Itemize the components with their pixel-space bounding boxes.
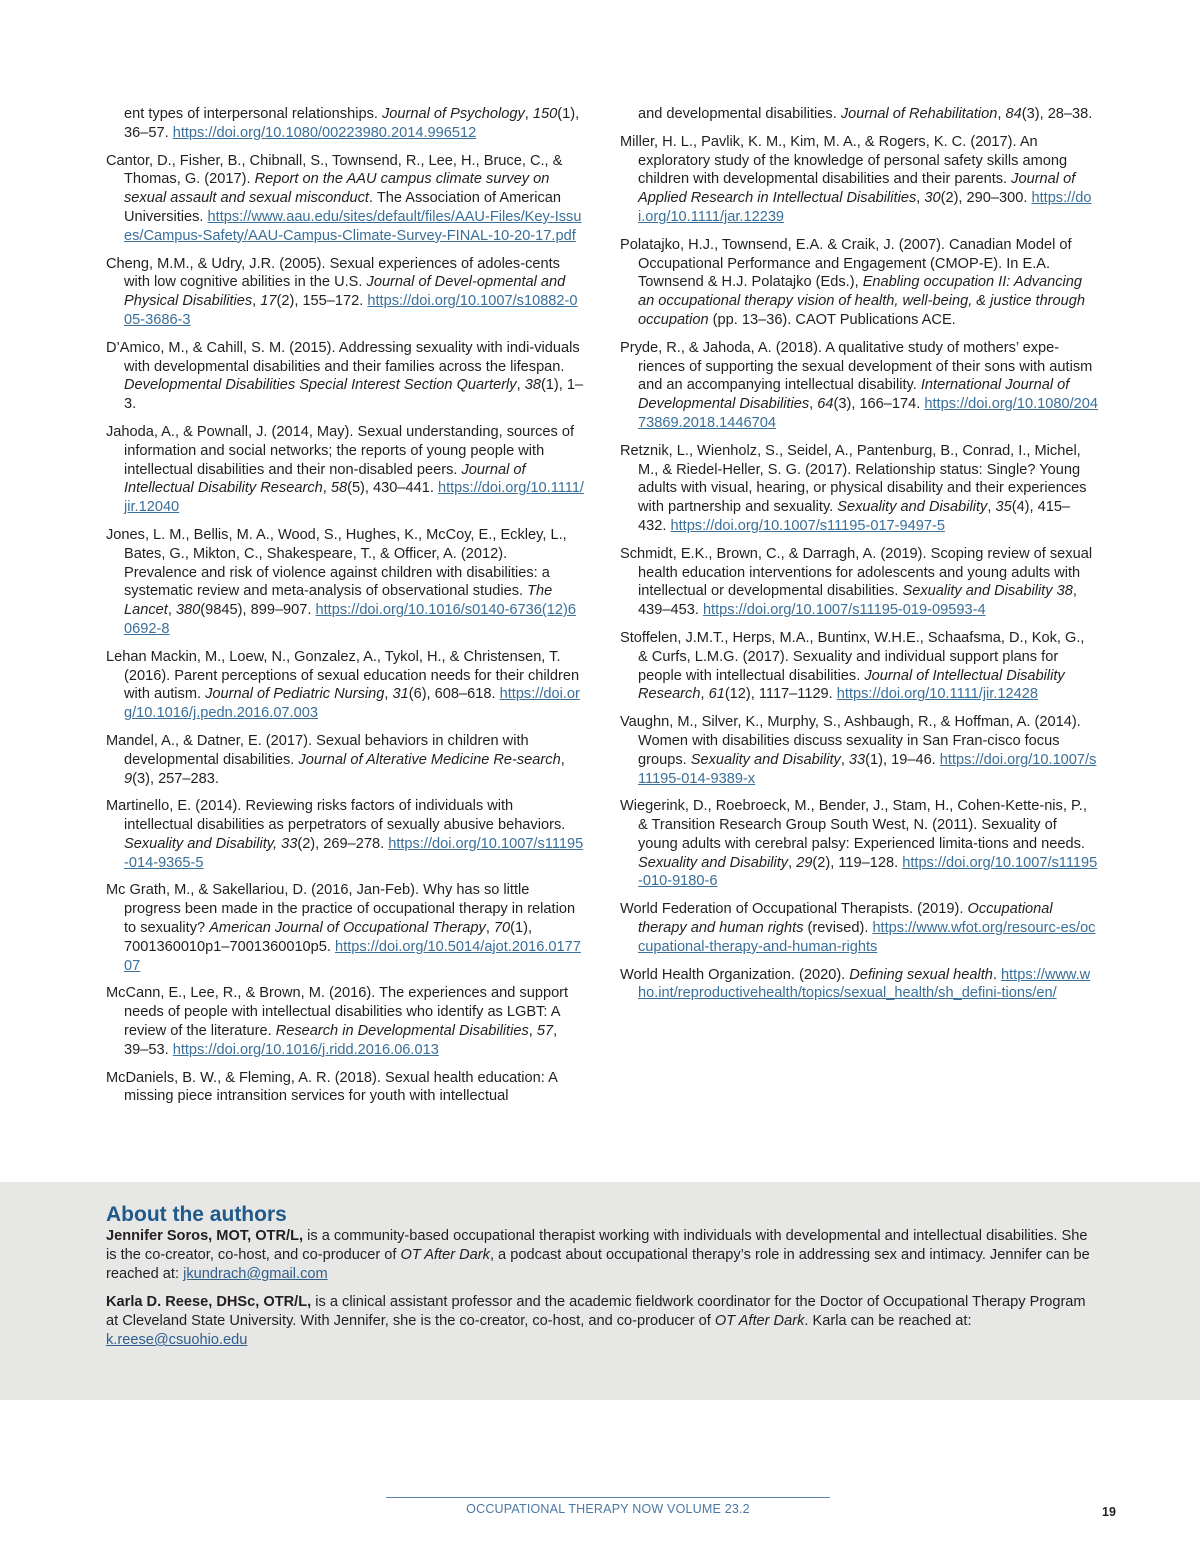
reference-text: Mandel, A., & Datner, E. (2017). Sexual behaviors in children with developmental disabilities. xyxy=(106,732,529,768)
footer-publication: OCCUPATIONAL THERAPY NOW VOLUME 23.2 xyxy=(466,1502,750,1516)
reference-text: , xyxy=(916,190,925,207)
reference-text: Schmidt, E.K., Brown, C., & Darragh, A. (2019). Scoping review of sexual health education interventions for adolescents and young adults with intellectual or developmental disabilities. xyxy=(620,545,1093,600)
reference-entry xyxy=(106,105,584,143)
italic-text: 38 xyxy=(524,377,541,394)
italic-text: 150 xyxy=(532,106,558,122)
reference-text: Polatajko, H.J., Townsend, E.A. & Craik, J. (2007). Canadian Model of Occupational Performance and Engagement (CMOP-E). In E.A. Townsend & H.J. Polatajko (Eds.), xyxy=(620,236,1072,291)
reference-text: , xyxy=(322,480,331,497)
reference-text: ent types of interpersonal relationships. xyxy=(124,106,382,122)
reference-entry xyxy=(106,984,584,1059)
italic-text: Report on the AAU campus climate survey on sexual assault and sexual misconduct xyxy=(124,171,550,207)
reference-text: , xyxy=(524,106,533,122)
italic-text: OT After Dark xyxy=(714,1313,805,1329)
reference-link[interactable]: https://doi.org/10.1016/s0140-6736(12)60692-8 xyxy=(124,602,576,637)
italic-text: 31 xyxy=(392,686,409,703)
italic-text: Developmental Disabilities Special Interest Section Quarterly xyxy=(124,377,517,394)
reference-text: , xyxy=(700,686,709,703)
reference-text: , xyxy=(809,396,818,413)
reference-text: , xyxy=(516,377,525,394)
reference-text: (1), 36–57. xyxy=(124,106,580,141)
reference-entry xyxy=(106,797,584,872)
reference-text: McCann, E., Lee, R., & Brown, M. (2016). The experiences and support needs of people with intellectual disabilities who identify as LGBT: A review of the literature. xyxy=(106,985,569,1040)
author-bio xyxy=(106,1227,1100,1284)
author-name: Karla D. Reese, DHSc, OTR/L, xyxy=(106,1294,312,1310)
reference-link[interactable]: https://doi.org/10.1080/20473869.2018.1446704 xyxy=(638,396,1099,431)
reference-text: , xyxy=(528,1023,537,1040)
italic-text: 29 xyxy=(796,854,813,871)
reference-link[interactable]: https://doi.org/10.1007/s11195-019-09593-4 xyxy=(702,602,986,619)
reference-text: (pp. 13–36). CAOT Publications ACE. xyxy=(708,311,956,328)
reference-text: McDaniels, B. W., & Fleming, A. R. (2018). Sexual health education: A missing piece intransition services for youth with intellectual xyxy=(106,1069,558,1105)
reference-text: (9845), 899–907. xyxy=(200,602,316,619)
reference-text: , xyxy=(560,751,565,768)
reference-text: (4), 415–432. xyxy=(638,499,1071,534)
italic-text: Journal of Alterative Medicine Re-search xyxy=(298,751,561,768)
reference-text: (1), 1–3. xyxy=(124,377,584,413)
reference-link[interactable]: https://doi.org/10.1016/j.ridd.2016.06.013 xyxy=(172,1041,439,1058)
reference-text: , xyxy=(788,854,797,871)
italic-text: 35 xyxy=(995,499,1012,516)
italic-text: 57 xyxy=(536,1023,554,1040)
reference-entry xyxy=(106,526,584,639)
reference-link[interactable]: https://www.wfot.org/resourc-es/occupational-therapy-and-human-rights xyxy=(638,920,1096,955)
italic-text: 84 xyxy=(1005,106,1022,122)
reference-text: (5), 430–441. xyxy=(347,480,438,497)
italic-text: OT After Dark xyxy=(400,1247,490,1263)
references-right-column xyxy=(620,105,1098,1012)
italic-text: 61 xyxy=(708,686,725,703)
reference-text: Mc Grath, M., & Sakellariou, D. (2016, Jan-Feb). Why has so little progress been made in the practice of occupational therapy in relation to sexuality? xyxy=(106,882,576,937)
reference-text: . xyxy=(992,966,1002,983)
reference-text: Stoffelen, J.M.T., Herps, M.A., Buntinx, W.H.E., Schaafsma, D., Kok, G., & Curfs, L.M.G. (2017). Sexuality and individual support plans for people with intellectual disabilities. xyxy=(620,629,1085,684)
italic-text: Journal of Rehabilitation xyxy=(840,106,998,122)
reference-link[interactable]: https://doi.org/10.1111/jir.12040 xyxy=(124,480,584,516)
reference-text: (1), 7001360010p1–7001360010p5. xyxy=(124,920,533,955)
reference-entry xyxy=(106,881,584,975)
reference-text: is a community-based occupational therapist working with individuals with developmental and intellectual disabilities. She is the co-creator, co-host, and co-producer of xyxy=(106,1228,1088,1263)
about-authors-section xyxy=(0,1182,1200,1400)
italic-text: Sexuality and Disability xyxy=(837,499,988,516)
reference-text: (3), 28–38. xyxy=(1021,106,1093,122)
reference-entry xyxy=(620,339,1098,433)
italic-text: Defining sexual health xyxy=(849,966,993,983)
reference-text: (12), 1117–1129. xyxy=(724,686,837,703)
italic-text: 9 xyxy=(124,770,133,787)
reference-text: World Health Organization. (2020). xyxy=(620,966,850,983)
author-bio xyxy=(106,1293,1100,1350)
reference-text: , xyxy=(987,499,996,516)
italic-text: Journal of Intellectual Disability Research xyxy=(124,461,526,497)
about-authors-content xyxy=(106,1203,1100,1359)
reference-text: . Karla can be reached at: xyxy=(804,1313,972,1329)
reference-text: , 39–53. xyxy=(124,1023,558,1058)
reference-text: Retznik, L., Wienholz, S., Seidel, A., Pantenburg, B., Conrad, I., Michel, M., & Riedel-Heller, S. G. (2017). Relationship status: Single? Young adults with visual, hearing, or physical disability and their experiences with partnership and sexuality. xyxy=(620,442,1087,516)
reference-entry xyxy=(106,152,584,246)
reference-link[interactable]: https://www.who.int/reproductivehealth/topics/sexual_health/sh_defini-tions/en/ xyxy=(638,966,1091,1002)
italic-text: Journal of Intellectual Disability Research xyxy=(638,667,1065,703)
reference-text: , xyxy=(840,751,849,768)
reference-text: , xyxy=(384,686,393,703)
reference-text: and developmental disabilities. xyxy=(638,106,841,122)
italic-text: 30 xyxy=(924,190,941,207)
italic-text: 64 xyxy=(817,396,834,413)
footer-divider xyxy=(386,1497,830,1498)
italic-text: 17 xyxy=(260,293,277,310)
reference-text: is a clinical assistant professor and the academic fieldwork coordinator for the Doctor of Occupational Therapy Program at Cleveland State University. With Jennifer, she is the co-creator, co-host, and co-producer of xyxy=(106,1294,1086,1329)
reference-entry xyxy=(106,732,584,788)
reference-link[interactable]: https://doi.org/10.1080/00223980.2014.996512 xyxy=(172,124,477,141)
reference-entry xyxy=(106,339,584,414)
reference-text: (2), 119–128. xyxy=(812,854,903,871)
reference-entry xyxy=(106,255,584,330)
page-number: 19 xyxy=(1102,1505,1116,1519)
reference-link[interactable]: jkundrach@gmail.com xyxy=(183,1266,328,1282)
reference-text: , xyxy=(252,293,261,310)
reference-entry xyxy=(620,545,1098,620)
reference-link[interactable]: https://doi.org/10.5014/ajot.2016.017707 xyxy=(124,938,581,974)
reference-entry xyxy=(106,648,584,723)
reference-entry xyxy=(620,713,1098,788)
reference-text: (2), 290–300. xyxy=(940,190,1032,207)
reference-text: , xyxy=(167,602,176,619)
italic-text: Occupational therapy and human rights xyxy=(638,901,1053,937)
author-name: Jennifer Soros, MOT, OTR/L, xyxy=(106,1228,304,1244)
reference-text: (3), 257–283. xyxy=(132,770,219,787)
italic-text: Journal of Applied Research in Intellectual Disabilities xyxy=(638,171,1076,207)
reference-entry xyxy=(620,966,1098,1004)
reference-text: Vaughn, M., Silver, K., Murphy, S., Ashbaugh, R., & Hoffman, A. (2014). Women with disabilities discuss sexuality in San Fran-cisco focus groups. xyxy=(620,714,1081,768)
reference-text: Martinello, E. (2014). Reviewing risks factors of individuals with intellectual disabilities as perpetrators of sexually abusive behaviors. xyxy=(106,798,566,834)
reference-link[interactable]: https://doi.org/10.1007/s10882-005-3686-3 xyxy=(124,293,578,328)
italic-text: Sexuality and Disability xyxy=(638,854,789,871)
reference-text: Cheng, M.M., & Udry, J.R. (2005). Sexual experiences of adoles-cents with low cognitive abilities in the U.S. xyxy=(106,255,560,291)
reference-text: D’Amico, M., & Cahill, S. M. (2015). Addressing sexuality with indi-viduals with developmental disabilities and their families across the lifespan. xyxy=(106,339,580,375)
reference-link[interactable]: https://doi.org/10.1016/j.pedn.2016.07.003 xyxy=(124,686,580,722)
reference-entry xyxy=(620,797,1098,891)
reference-text: , a podcast about occupational therapy’s role in addressing sex and intimacy. Jennifer can be reached at: xyxy=(106,1247,1090,1282)
reference-text: , xyxy=(997,106,1006,122)
reference-entry xyxy=(620,442,1098,536)
reference-text: (revised). xyxy=(803,920,873,937)
reference-text: World Federation of Occupational Therapists. (2019). xyxy=(620,901,968,918)
reference-text: (3), 166–174. xyxy=(833,396,925,413)
reference-text: (1), 19–46. xyxy=(865,751,940,768)
italic-text: Sexuality and Disability, 33 xyxy=(124,835,298,852)
reference-entry xyxy=(620,900,1098,956)
italic-text: Journal of Psychology xyxy=(381,106,525,122)
reference-text: (6), 608–618. xyxy=(408,686,500,703)
reference-text: Wiegerink, D., Roebroeck, M., Bender, J., Stam, H., Cohen-Kette-nis, P., & Transition Research Group South West, N. (2011). Sexuality of young adults with cerebral palsy: Experienced limita-tions and needs. xyxy=(620,798,1087,852)
reference-entry xyxy=(620,236,1098,330)
italic-text: 380 xyxy=(175,602,201,619)
reference-entry xyxy=(620,629,1098,704)
reference-link[interactable]: https://doi.org/10.1007/s11195-010-9180-6 xyxy=(638,854,1098,890)
references-left-column xyxy=(106,105,584,1115)
italic-text: American Journal of Occupational Therapy xyxy=(209,920,486,937)
reference-text: , 439–453. xyxy=(638,583,1077,619)
reference-text: , xyxy=(485,920,494,937)
reference-entry xyxy=(106,1069,584,1107)
italic-text: 70 xyxy=(493,920,511,937)
reference-text: . The Association of American Universities. xyxy=(124,190,561,225)
italic-text: Journal of Pediatric Nursing xyxy=(205,686,385,703)
italic-text: Research in Developmental Disabilities xyxy=(275,1023,529,1040)
italic-text: The Lancet xyxy=(124,583,553,619)
reference-link[interactable]: https://doi.org/10.1111/jar.12239 xyxy=(638,190,1092,225)
reference-text: Pryde, R., & Jahoda, A. (2018). A qualitative study of mothers’ expe-riences of supporting the sexual development of their sons with autism and an accompanying intellectual disability. xyxy=(620,339,1093,394)
reference-text: Lehan Mackin, M., Loew, N., Gonzalez, A., Tykol, H., & Christensen, T. (2016). Parent perceptions of sexual education needs for their children with autism. xyxy=(106,648,580,703)
italic-text: 33 xyxy=(848,751,866,768)
italic-text: Enabling occupation II: Advancing an occupational therapy vision of health, well-being, & justice through occupation xyxy=(638,274,1086,328)
reference-text: Jahoda, A., & Pownall, J. (2014, May). Sexual understanding, sources of information and social networks; the reports of young people with intellectual disabilities and their non-disabled peers. xyxy=(106,423,575,478)
reference-link[interactable]: https://doi.org/10.1007/s11195-014-9389-x xyxy=(638,751,1097,787)
reference-link[interactable]: k.reese@csuohio.edu xyxy=(106,1332,248,1348)
reference-text: (2), 155–172. xyxy=(276,293,368,310)
italic-text: Journal of Devel-opmental and Physical Disabilities xyxy=(124,274,566,310)
reference-entry xyxy=(106,423,584,517)
reference-link[interactable]: https://doi.org/10.1111/jir.12428 xyxy=(836,686,1038,703)
reference-entry xyxy=(620,105,1098,124)
reference-link[interactable]: https://doi.org/10.1007/s11195-014-9365-5 xyxy=(124,835,584,871)
reference-text: Cantor, D., Fisher, B., Chibnall, S., Townsend, R., Lee, H., Bruce, C., & Thomas, G. (2017). xyxy=(106,152,563,188)
about-authors-title: About the authors xyxy=(106,1203,287,1226)
reference-text: Jones, L. M., Bellis, M. A., Wood, S., Hughes, K., McCoy, E., Eckley, L., Bates, G., Mikton, C., Shakespeare, T., & Officer, A. (2012). Prevalence and risk of violence against children with disabilities: a systematic review and meta-analysis of observational studies. xyxy=(106,526,567,600)
reference-link[interactable]: https://doi.org/10.1007/s11195-017-9497-5 xyxy=(670,517,945,534)
reference-entry xyxy=(620,133,1098,227)
author-bios xyxy=(106,1227,1100,1350)
reference-text: Miller, H. L., Pavlik, K. M., Kim, M. A., & Rogers, K. C. (2017). An exploratory study of the knowledge of personal safety skills among children with developmental disabilities and their parents. xyxy=(620,133,1068,188)
italic-text: Sexuality and Disability xyxy=(690,751,841,768)
reference-link[interactable]: https://www.aau.edu/sites/default/files/AAU-Files/Key-Issues/Campus-Safety/AAU-Campus-Climate-Survey-FINAL-10-20-17.pdf xyxy=(124,208,582,244)
reference-text: (2), 269–278. xyxy=(297,835,389,852)
italic-text: International Journal of Developmental Disabilities xyxy=(638,377,1070,413)
italic-text: 58 xyxy=(330,480,348,497)
italic-text: Sexuality and Disability 38 xyxy=(902,583,1073,600)
